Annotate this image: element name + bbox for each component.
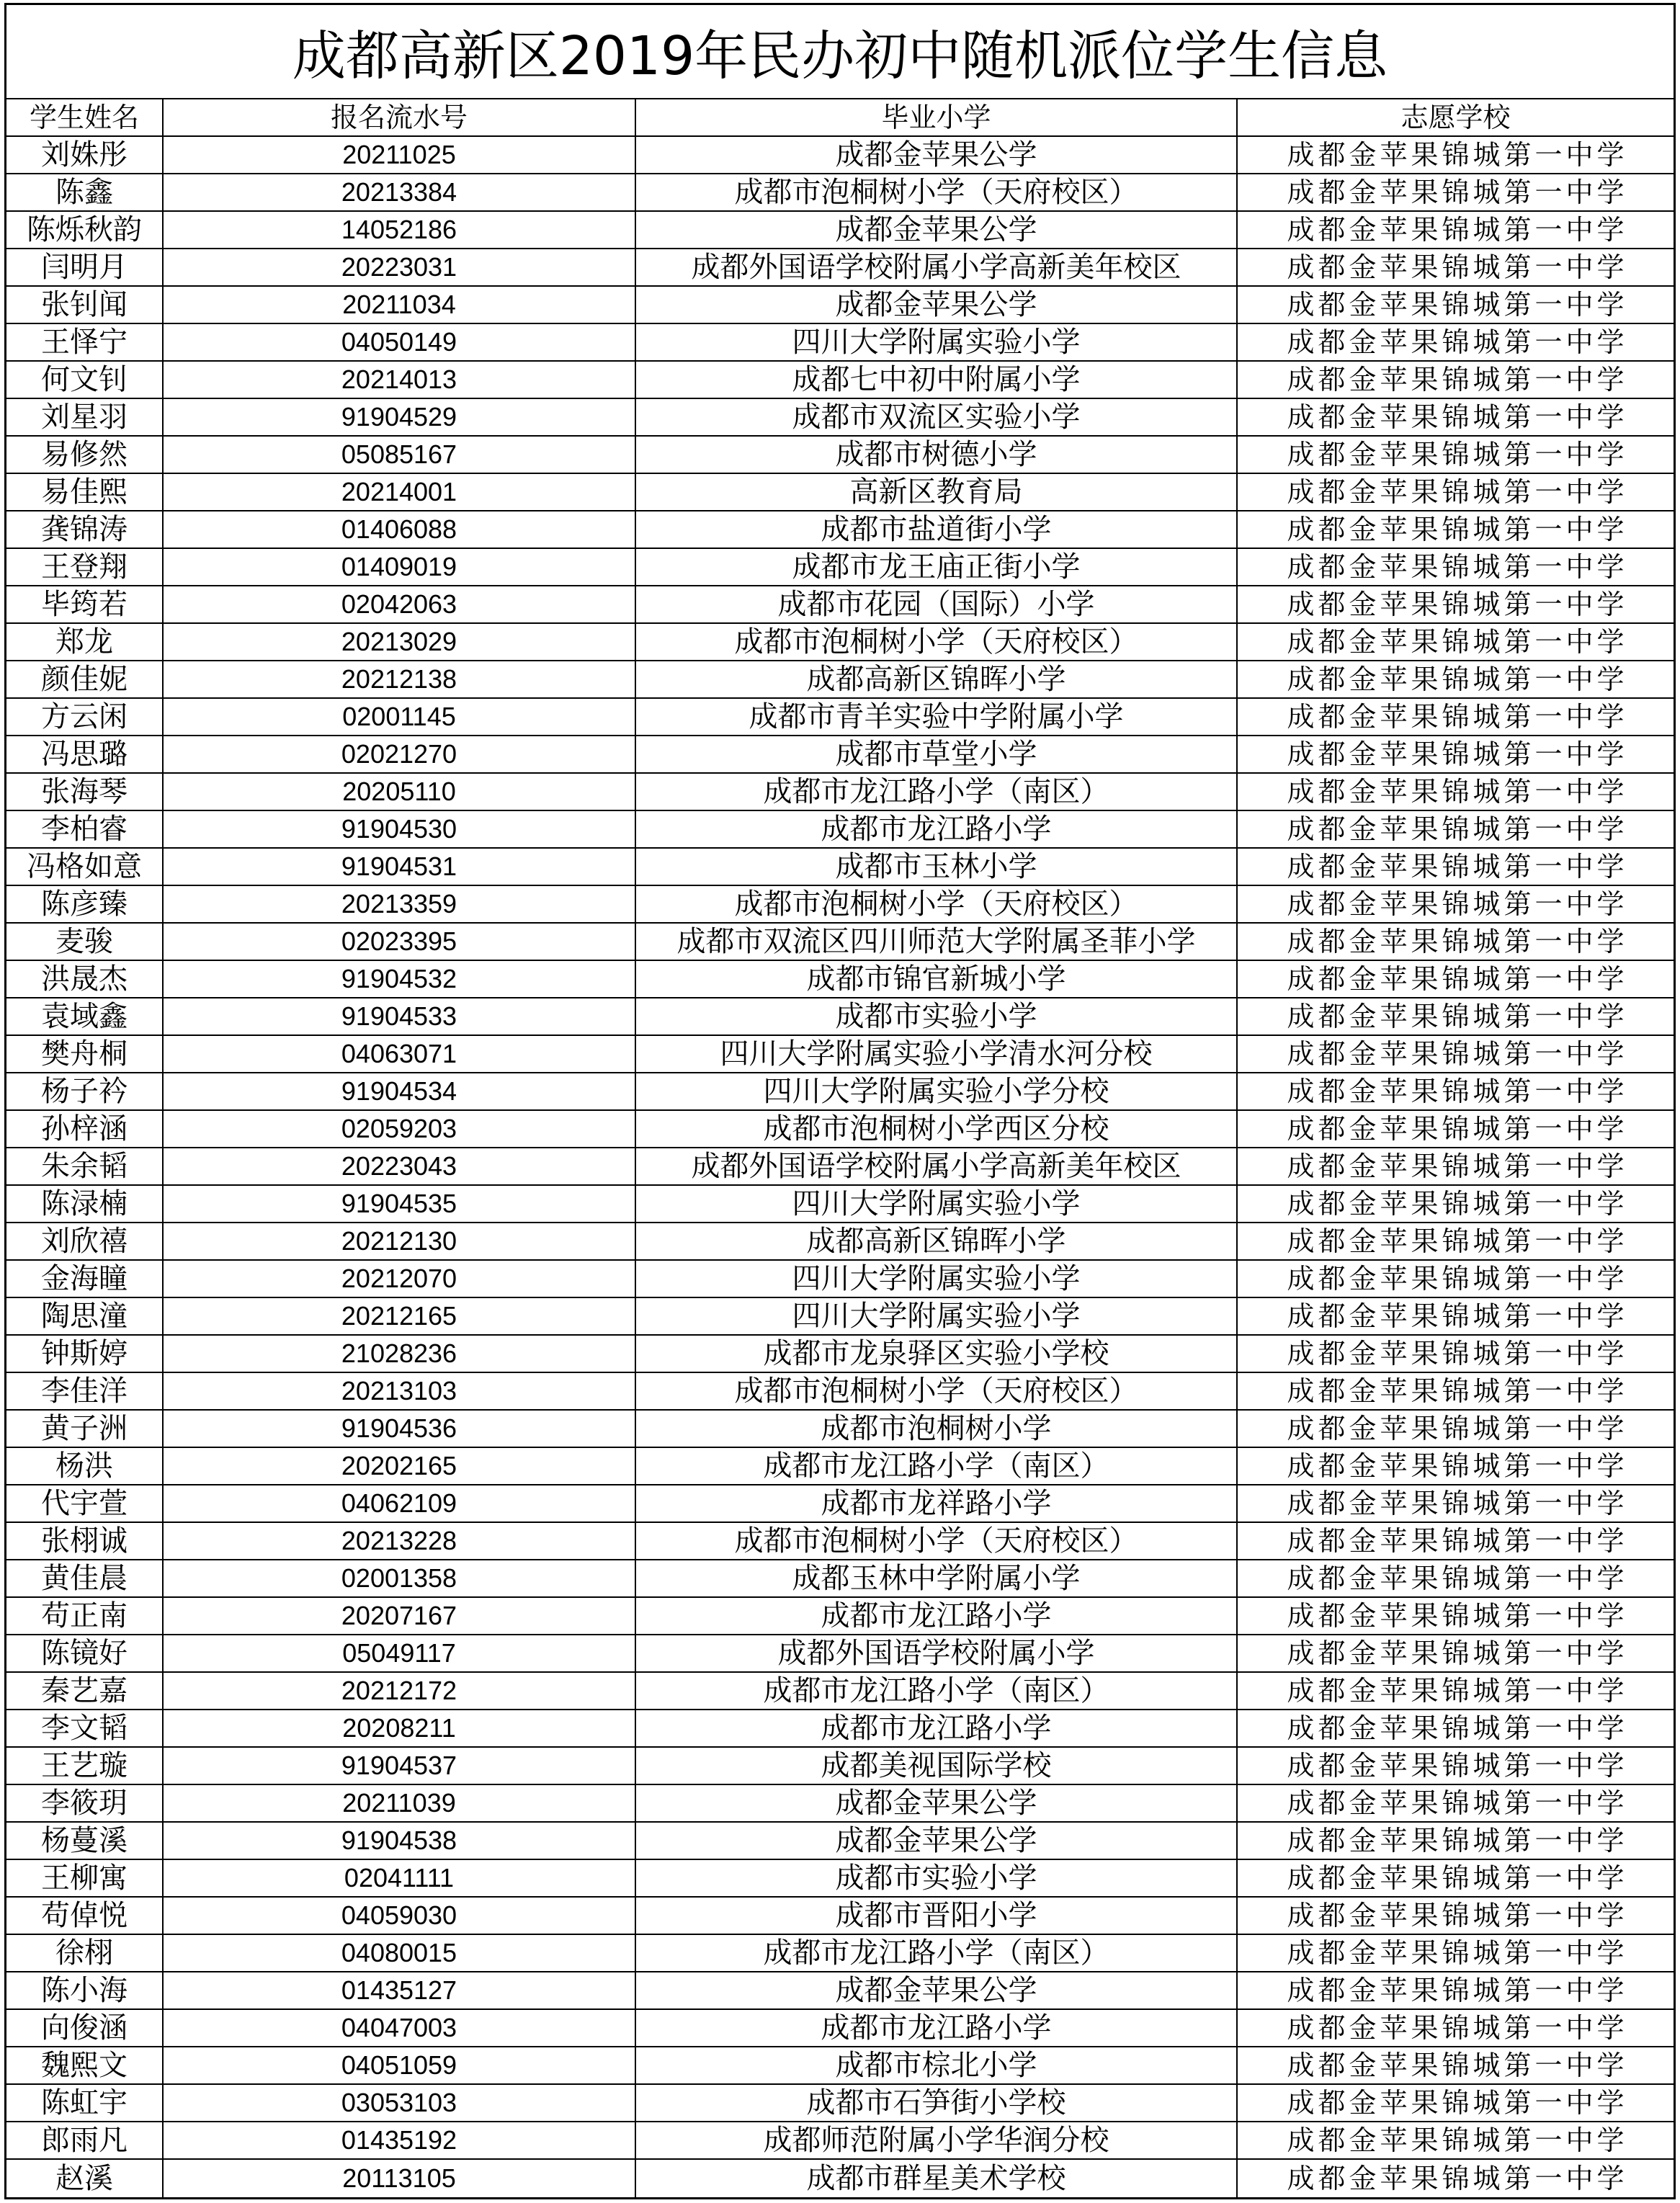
cell-primary-school: 四川大学附属实验小学 — [636, 324, 1238, 360]
cell-student-name: 刘姝彤 — [6, 137, 164, 173]
cell-reg-no: 01409019 — [164, 549, 636, 585]
cell-primary-school: 高新区教育局 — [636, 474, 1238, 510]
table-row — [6, 1673, 1674, 1710]
cell-student-name: 冯思璐 — [6, 736, 164, 772]
cell-student-name: 杨子衿 — [6, 1073, 164, 1109]
cell-target-school: 成都金苹果锦城第一中学 — [1287, 813, 1628, 845]
cell-reg-no: 20214001 — [164, 474, 636, 510]
cell-primary-school: 成都市花园（国际）小学 — [636, 586, 1238, 622]
cell-target-school: 成都金苹果锦城第一中学 — [1287, 514, 1628, 545]
cell-reg-no: 91904532 — [164, 961, 636, 997]
cell-target-school: 成都金苹果锦城第一中学 — [1287, 1300, 1628, 1332]
table-row — [6, 1411, 1674, 1448]
cell-primary-school: 成都金苹果公学 — [636, 1785, 1238, 1821]
cell-student-name: 毕筠若 — [6, 586, 164, 622]
table-row — [6, 1635, 1674, 1673]
cell-student-name: 麦骏 — [6, 924, 164, 960]
table-row — [6, 1785, 1674, 1823]
table-row — [6, 1373, 1674, 1411]
cell-reg-no: 03053103 — [164, 2085, 636, 2121]
cell-reg-no: 20211034 — [164, 287, 636, 323]
cell-student-name: 黄子洲 — [6, 1411, 164, 1447]
cell-student-name: 李文韬 — [6, 1710, 164, 1746]
table-row — [6, 549, 1674, 586]
table-row — [6, 1186, 1674, 1223]
table-row — [6, 511, 1674, 549]
cell-target-school: 成都金苹果锦城第一中学 — [1287, 1563, 1628, 1594]
cell-target-school: 成都金苹果锦城第一中学 — [1287, 851, 1628, 882]
cell-reg-no: 20208211 — [164, 1710, 636, 1746]
cell-student-name: 黄佳晨 — [6, 1560, 164, 1596]
cell-target-school: 成都金苹果锦城第一中学 — [1287, 663, 1628, 695]
cell-target-school: 成都金苹果锦城第一中学 — [1287, 214, 1628, 246]
cell-student-name: 刘星羽 — [6, 399, 164, 435]
cell-reg-no: 91904537 — [164, 1748, 636, 1784]
cell-student-name: 易佳熙 — [6, 474, 164, 510]
table-row — [6, 1111, 1674, 1148]
cell-target-school: 成都金苹果锦城第一中学 — [1287, 1188, 1628, 1220]
cell-student-name: 易修然 — [6, 437, 164, 473]
cell-primary-school: 成都高新区锦晖小学 — [636, 1223, 1238, 1259]
cell-primary-school: 四川大学附属实验小学 — [636, 1261, 1238, 1297]
cell-student-name: 苟倬悦 — [6, 1898, 164, 1934]
table-row — [6, 998, 1674, 1036]
cell-student-name: 魏熙文 — [6, 2047, 164, 2083]
cell-student-name: 李佳洋 — [6, 1373, 164, 1409]
cell-target-school: 成都金苹果锦城第一中学 — [1287, 1076, 1628, 1107]
table-row — [6, 287, 1674, 324]
table-row — [6, 2047, 1674, 2085]
cell-target-school: 成都金苹果锦城第一中学 — [1287, 2087, 1628, 2119]
table-row — [6, 174, 1674, 212]
cell-student-name: 张钊闻 — [6, 287, 164, 323]
cell-target-school: 成都金苹果锦城第一中学 — [1287, 2050, 1628, 2081]
table-row — [6, 849, 1674, 886]
table-row — [6, 1823, 1674, 1860]
cell-reg-no: 20113105 — [164, 2160, 636, 2197]
cell-target-school: 成都金苹果锦城第一中学 — [1287, 1525, 1628, 1557]
cell-reg-no: 20212130 — [164, 1223, 636, 1259]
cell-reg-no: 02001358 — [164, 1560, 636, 1596]
cell-reg-no: 20212138 — [164, 661, 636, 697]
cell-primary-school: 成都市泡桐树小学（天府校区） — [636, 886, 1238, 922]
cell-reg-no: 91904536 — [164, 1411, 636, 1447]
cell-reg-no: 04062109 — [164, 1485, 636, 1521]
cell-target-school: 成都金苹果锦城第一中学 — [1287, 1001, 1628, 1032]
cell-reg-no: 20213103 — [164, 1373, 636, 1409]
cell-target-school: 成都金苹果锦城第一中学 — [1287, 1937, 1628, 1969]
cell-target-school: 成都金苹果锦城第一中学 — [1287, 963, 1628, 995]
cell-student-name: 颜佳妮 — [6, 661, 164, 697]
cell-primary-school: 成都金苹果公学 — [636, 1972, 1238, 2008]
cell-primary-school: 成都市龙江路小学 — [636, 811, 1238, 847]
cell-reg-no: 20205110 — [164, 774, 636, 810]
cell-primary-school: 成都市泡桐树小学（天府校区） — [636, 174, 1238, 210]
cell-target-school: 成都金苹果锦城第一中学 — [1287, 738, 1628, 770]
table-body — [6, 137, 1674, 2197]
cell-primary-school: 四川大学附属实验小学 — [636, 1186, 1238, 1222]
cell-primary-school: 成都市双流区四川师范大学附属圣菲小学 — [636, 924, 1238, 960]
cell-target-school: 成都金苹果锦城第一中学 — [1287, 551, 1628, 583]
table-row — [6, 1972, 1674, 2010]
cell-primary-school: 成都市龙祥路小学 — [636, 1485, 1238, 1521]
cell-target-school: 成都金苹果锦城第一中学 — [1287, 1975, 1628, 2006]
cell-reg-no: 02021270 — [164, 736, 636, 772]
cell-target-school: 成都金苹果锦城第一中学 — [1287, 1750, 1628, 1782]
cell-target-school: 成都金苹果锦城第一中学 — [1287, 2124, 1628, 2156]
table-row — [6, 399, 1674, 437]
table-row — [6, 362, 1674, 399]
cell-target-school: 成都金苹果锦城第一中学 — [1287, 1637, 1628, 1669]
cell-primary-school: 成都七中初中附属小学 — [636, 362, 1238, 398]
cell-reg-no: 20207167 — [164, 1598, 636, 1634]
cell-reg-no: 04051059 — [164, 2047, 636, 2083]
cell-reg-no: 05049117 — [164, 1635, 636, 1671]
table-row — [6, 1073, 1674, 1111]
cell-reg-no: 20214013 — [164, 362, 636, 398]
cell-primary-school: 成都外国语学校附属小学 — [636, 1635, 1238, 1671]
cell-student-name: 秦艺嘉 — [6, 1673, 164, 1709]
cell-primary-school: 成都市泡桐树小学西区分校 — [636, 1111, 1238, 1147]
cell-target-school: 成都金苹果锦城第一中学 — [1287, 589, 1628, 620]
cell-reg-no: 20212070 — [164, 1261, 636, 1297]
cell-student-name: 陈彦臻 — [6, 886, 164, 922]
cell-student-name: 苟正南 — [6, 1598, 164, 1634]
table-row — [6, 2085, 1674, 2122]
table-row — [6, 1898, 1674, 1935]
cell-reg-no: 02059203 — [164, 1111, 636, 1147]
cell-reg-no: 05085167 — [164, 437, 636, 473]
cell-target-school: 成都金苹果锦城第一中学 — [1287, 476, 1628, 508]
table-row — [6, 1523, 1674, 1560]
cell-target-school: 成都金苹果锦城第一中学 — [1287, 401, 1628, 433]
cell-reg-no: 04050149 — [164, 324, 636, 360]
table-row — [6, 137, 1674, 174]
cell-primary-school: 成都市龙江路小学 — [636, 1598, 1238, 1634]
page-title: 成都高新区2019年民办初中随机派位学生信息 — [6, 5, 1674, 99]
cell-student-name: 陈虹宇 — [6, 2085, 164, 2121]
cell-target-school: 成都金苹果锦城第一中学 — [1287, 1225, 1628, 1257]
table-row — [6, 474, 1674, 511]
table-row — [6, 774, 1674, 811]
cell-primary-school: 成都市龙江路小学 — [636, 1710, 1238, 1746]
cell-student-name: 李筱玥 — [6, 1785, 164, 1821]
cell-student-name: 赵溪 — [6, 2160, 164, 2197]
table-row — [6, 1148, 1674, 1186]
cell-student-name: 郑龙 — [6, 624, 164, 660]
cell-student-name: 陈镜好 — [6, 1635, 164, 1671]
table-row — [6, 1336, 1674, 1373]
cell-primary-school: 成都市双流区实验小学 — [636, 399, 1238, 435]
cell-student-name: 冯格如意 — [6, 849, 164, 885]
cell-student-name: 王怿宁 — [6, 324, 164, 360]
cell-primary-school: 成都师范附属小学华润分校 — [636, 2122, 1238, 2158]
cell-primary-school: 成都市玉林小学 — [636, 849, 1238, 885]
cell-primary-school: 成都市龙江路小学（南区） — [636, 1448, 1238, 1484]
column-header-name: 学生姓名 — [6, 99, 164, 135]
cell-student-name: 闫明月 — [6, 249, 164, 285]
cell-target-school: 成都金苹果锦城第一中学 — [1287, 926, 1628, 957]
cell-target-school: 成都金苹果锦城第一中学 — [1287, 2012, 1628, 2044]
cell-reg-no: 20223043 — [164, 1148, 636, 1184]
cell-reg-no: 01435127 — [164, 1972, 636, 2008]
cell-student-name: 向俊涵 — [6, 2010, 164, 2046]
cell-target-school: 成都金苹果锦城第一中学 — [1287, 1712, 1628, 1744]
cell-reg-no: 04059030 — [164, 1898, 636, 1934]
cell-student-name: 李柏睿 — [6, 811, 164, 847]
table-row — [6, 699, 1674, 736]
cell-primary-school: 成都市实验小学 — [636, 1860, 1238, 1896]
cell-primary-school: 成都市树德小学 — [636, 437, 1238, 473]
cell-reg-no: 91904535 — [164, 1186, 636, 1222]
cell-reg-no: 91904530 — [164, 811, 636, 847]
cell-target-school: 成都金苹果锦城第一中学 — [1287, 1600, 1628, 1632]
cell-reg-no: 20202165 — [164, 1448, 636, 1484]
table-row — [6, 1598, 1674, 1635]
cell-primary-school: 成都金苹果公学 — [636, 1823, 1238, 1859]
cell-primary-school: 成都市泡桐树小学（天府校区） — [636, 1523, 1238, 1559]
table-row — [6, 961, 1674, 998]
cell-target-school: 成都金苹果锦城第一中学 — [1287, 139, 1628, 171]
student-table — [4, 3, 1676, 2199]
cell-target-school: 成都金苹果锦城第一中学 — [1287, 1450, 1628, 1482]
column-header-target-school: 志愿学校 — [1400, 102, 1511, 133]
cell-primary-school: 成都市草堂小学 — [636, 736, 1238, 772]
cell-reg-no: 04063071 — [164, 1036, 636, 1072]
cell-primary-school: 成都外国语学校附属小学高新美年校区 — [636, 1148, 1238, 1184]
cell-reg-no: 91904531 — [164, 849, 636, 885]
cell-target-school: 成都金苹果锦城第一中学 — [1287, 1900, 1628, 1931]
table-row — [6, 1860, 1674, 1898]
cell-reg-no: 20213359 — [164, 886, 636, 922]
table-row — [6, 1448, 1674, 1485]
cell-target-school: 成都金苹果锦城第一中学 — [1287, 1150, 1628, 1182]
table-row — [6, 2122, 1674, 2160]
cell-reg-no: 20211025 — [164, 137, 636, 173]
table-row — [6, 586, 1674, 624]
table-row — [6, 2010, 1674, 2047]
cell-target-school: 成都金苹果锦城第一中学 — [1287, 701, 1628, 733]
cell-reg-no: 91904529 — [164, 399, 636, 435]
cell-reg-no: 21028236 — [164, 1336, 636, 1372]
cell-student-name: 龚锦涛 — [6, 511, 164, 548]
table-row — [6, 2160, 1674, 2197]
cell-student-name: 张海琴 — [6, 774, 164, 810]
cell-reg-no: 20211039 — [164, 1785, 636, 1821]
cell-reg-no: 02042063 — [164, 586, 636, 622]
cell-primary-school: 成都市盐道街小学 — [636, 511, 1238, 548]
cell-student-name: 朱余韬 — [6, 1148, 164, 1184]
cell-student-name: 陈鑫 — [6, 174, 164, 210]
table-row — [6, 624, 1674, 661]
cell-student-name: 袁域鑫 — [6, 998, 164, 1035]
cell-primary-school: 成都市龙泉驿区实验小学校 — [636, 1336, 1238, 1372]
cell-reg-no: 20213029 — [164, 624, 636, 660]
cell-reg-no: 04047003 — [164, 2010, 636, 2046]
cell-target-school: 成都金苹果锦城第一中学 — [1287, 1675, 1628, 1707]
cell-primary-school: 成都市龙江路小学（南区） — [636, 774, 1238, 810]
column-header-primary-school: 毕业小学 — [636, 99, 1238, 135]
cell-target-school: 成都金苹果锦城第一中学 — [1287, 176, 1628, 208]
table-row — [6, 1261, 1674, 1298]
cell-primary-school: 成都市泡桐树小学（天府校区） — [636, 1373, 1238, 1409]
cell-student-name: 陈烁秋韵 — [6, 212, 164, 248]
table-row — [6, 886, 1674, 924]
table-row — [6, 924, 1674, 961]
cell-student-name: 樊舟桐 — [6, 1036, 164, 1072]
cell-target-school: 成都金苹果锦城第一中学 — [1287, 364, 1628, 396]
cell-target-school: 成都金苹果锦城第一中学 — [1287, 1862, 1628, 1894]
cell-student-name: 陈小海 — [6, 1972, 164, 2008]
cell-target-school: 成都金苹果锦城第一中学 — [1287, 2163, 1628, 2194]
cell-primary-school: 成都市棕北小学 — [636, 2047, 1238, 2083]
cell-reg-no: 20213228 — [164, 1523, 636, 1559]
cell-primary-school: 成都市泡桐树小学 — [636, 1411, 1238, 1447]
cell-primary-school: 成都市龙江路小学 — [636, 2010, 1238, 2046]
cell-student-name: 王柳寓 — [6, 1860, 164, 1896]
cell-student-name: 杨洪 — [6, 1448, 164, 1484]
table-row — [6, 661, 1674, 699]
table-row — [6, 437, 1674, 474]
cell-reg-no: 01406088 — [164, 511, 636, 548]
cell-reg-no: 14052186 — [164, 212, 636, 248]
column-header-reg-no: 报名流水号 — [164, 99, 636, 135]
cell-primary-school: 成都市龙王庙正街小学 — [636, 549, 1238, 585]
cell-target-school: 成都金苹果锦城第一中学 — [1287, 1338, 1628, 1369]
cell-student-name: 钟斯婷 — [6, 1336, 164, 1372]
table-row — [6, 324, 1674, 362]
cell-reg-no: 91904533 — [164, 998, 636, 1035]
cell-student-name: 孙梓涵 — [6, 1111, 164, 1147]
table-row — [6, 1710, 1674, 1748]
cell-reg-no: 02023395 — [164, 924, 636, 960]
table-header — [6, 99, 1674, 137]
cell-primary-school: 成都市实验小学 — [636, 998, 1238, 1035]
cell-reg-no: 91904534 — [164, 1073, 636, 1109]
table-row — [6, 1935, 1674, 1972]
cell-student-name: 洪晟杰 — [6, 961, 164, 997]
cell-target-school: 成都金苹果锦城第一中学 — [1287, 251, 1628, 283]
cell-target-school: 成都金苹果锦城第一中学 — [1287, 626, 1628, 658]
cell-reg-no: 20212165 — [164, 1298, 636, 1334]
cell-student-name: 张栩诚 — [6, 1523, 164, 1559]
cell-target-school: 成都金苹果锦城第一中学 — [1287, 888, 1628, 920]
cell-student-name: 郎雨凡 — [6, 2122, 164, 2158]
cell-student-name: 代宇萱 — [6, 1485, 164, 1521]
cell-reg-no: 01435192 — [164, 2122, 636, 2158]
cell-reg-no: 91904538 — [164, 1823, 636, 1859]
cell-reg-no: 04080015 — [164, 1935, 636, 1971]
table-row — [6, 212, 1674, 249]
table-row — [6, 811, 1674, 849]
cell-primary-school: 四川大学附属实验小学清水河分校 — [636, 1036, 1238, 1072]
cell-primary-school: 四川大学附属实验小学分校 — [636, 1073, 1238, 1109]
cell-student-name: 金海瞳 — [6, 1261, 164, 1297]
cell-target-school: 成都金苹果锦城第一中学 — [1287, 1263, 1628, 1295]
table-row — [6, 1485, 1674, 1523]
cell-primary-school: 成都金苹果公学 — [636, 212, 1238, 248]
cell-primary-school: 成都市青羊实验中学附属小学 — [636, 699, 1238, 735]
cell-primary-school: 成都市龙江路小学（南区） — [636, 1673, 1238, 1709]
cell-primary-school: 成都市龙江路小学（南区） — [636, 1935, 1238, 1971]
cell-target-school: 成都金苹果锦城第一中学 — [1287, 1113, 1628, 1145]
cell-target-school: 成都金苹果锦城第一中学 — [1287, 1413, 1628, 1444]
cell-primary-school: 成都市泡桐树小学（天府校区） — [636, 624, 1238, 660]
cell-reg-no: 02001145 — [164, 699, 636, 735]
cell-student-name: 何文钊 — [6, 362, 164, 398]
table-row — [6, 736, 1674, 774]
cell-target-school: 成都金苹果锦城第一中学 — [1287, 776, 1628, 808]
cell-student-name: 王登翔 — [6, 549, 164, 585]
cell-reg-no: 20223031 — [164, 249, 636, 285]
cell-student-name: 陈渌楠 — [6, 1186, 164, 1222]
cell-student-name: 刘欣禧 — [6, 1223, 164, 1259]
cell-target-school: 成都金苹果锦城第一中学 — [1287, 289, 1628, 321]
table-row — [6, 1223, 1674, 1261]
cell-reg-no: 20213384 — [164, 174, 636, 210]
cell-student-name: 王艺璇 — [6, 1748, 164, 1784]
cell-target-school: 成都金苹果锦城第一中学 — [1287, 1038, 1628, 1070]
cell-primary-school: 成都市群星美术学校 — [636, 2160, 1238, 2197]
cell-primary-school: 成都金苹果公学 — [636, 137, 1238, 173]
cell-student-name: 陶思潼 — [6, 1298, 164, 1334]
cell-reg-no: 20212172 — [164, 1673, 636, 1709]
table-row — [6, 1036, 1674, 1073]
cell-primary-school: 成都玉林中学附属小学 — [636, 1560, 1238, 1596]
table-row — [6, 1748, 1674, 1785]
cell-reg-no: 02041111 — [164, 1860, 636, 1896]
cell-target-school: 成都金苹果锦城第一中学 — [1287, 1488, 1628, 1519]
cell-student-name: 徐栩 — [6, 1935, 164, 1971]
table-row — [6, 1560, 1674, 1598]
cell-primary-school: 成都高新区锦晖小学 — [636, 661, 1238, 697]
cell-primary-school: 成都市晋阳小学 — [636, 1898, 1238, 1934]
cell-target-school: 成都金苹果锦城第一中学 — [1287, 326, 1628, 358]
cell-target-school: 成都金苹果锦城第一中学 — [1287, 1787, 1628, 1819]
table-row — [6, 249, 1674, 287]
cell-primary-school: 成都市锦官新城小学 — [636, 961, 1238, 997]
cell-primary-school: 成都金苹果公学 — [636, 287, 1238, 323]
cell-target-school: 成都金苹果锦城第一中学 — [1287, 1825, 1628, 1856]
cell-primary-school: 四川大学附属实验小学 — [636, 1298, 1238, 1334]
cell-student-name: 方云闲 — [6, 699, 164, 735]
cell-target-school: 成都金苹果锦城第一中学 — [1287, 439, 1628, 470]
cell-primary-school: 成都美视国际学校 — [636, 1748, 1238, 1784]
cell-target-school: 成都金苹果锦城第一中学 — [1287, 1375, 1628, 1407]
cell-primary-school: 成都市石笋街小学校 — [636, 2085, 1238, 2121]
cell-student-name: 杨蔓溪 — [6, 1823, 164, 1859]
cell-primary-school: 成都外国语学校附属小学高新美年校区 — [636, 249, 1238, 285]
table-row — [6, 1298, 1674, 1336]
